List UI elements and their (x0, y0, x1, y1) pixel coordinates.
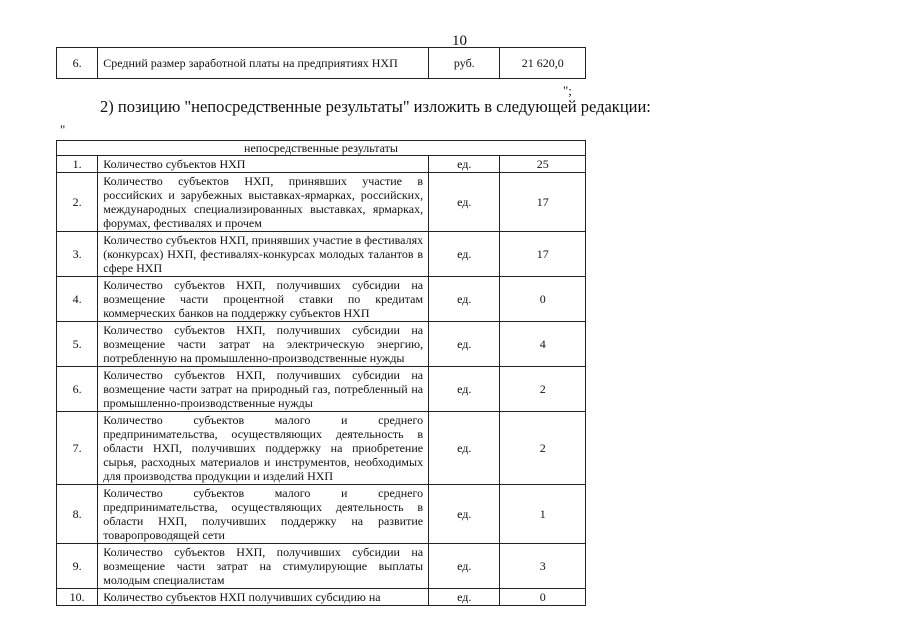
row-value: 3 (500, 544, 586, 589)
row-description: Количество субъектов НХП, получивших субсидии на возмещение части затрат на природный газ, потребленный на промышленно-производственные нужды (98, 367, 429, 412)
row-description: Количество субъектов НХП, получивших субсидии на возмещение части затрат на электрическую энергию, потребленную на промышленно-производственные нужды (98, 322, 429, 367)
row-number: 9. (57, 544, 98, 589)
row-number: 2. (57, 173, 98, 232)
row-description: Средний размер заработной платы на предприятиях НХП (98, 48, 429, 79)
row-value: 1 (500, 485, 586, 544)
instruction-paragraph: 2) позицию "непосредственные результаты" изложить в следующей редакции: (100, 97, 651, 116)
row-description: Количество субъектов НХП, получивших субсидии на возмещение части процентной ставки по кредитам коммерческих банков на поддержку субъектов НХП (98, 277, 429, 322)
table-row (57, 367, 586, 412)
row-description: Количество субъектов НХП получивших субсидию на (98, 589, 429, 606)
row-unit: ед. (429, 485, 500, 544)
row-unit: ед. (429, 173, 500, 232)
row-value: 2 (500, 367, 586, 412)
row-unit: ед. (429, 156, 500, 173)
row-unit: руб. (429, 48, 500, 79)
results-table (56, 140, 586, 606)
row-value: 17 (500, 232, 586, 277)
row-description: Количество субъектов малого и среднего предпринимательства, осуществляющих деятельность в области НХП, получивших поддержку на развитие товаропроводящей сети (98, 485, 429, 544)
row-value: 0 (500, 277, 586, 322)
row-number: 6. (57, 48, 98, 79)
table-row (57, 277, 586, 322)
previous-table-fragment (56, 47, 586, 79)
row-value: 21 620,0 (500, 48, 586, 79)
row-number: 6. (57, 367, 98, 412)
row-unit: ед. (429, 589, 500, 606)
table-row (57, 544, 586, 589)
row-number: 7. (57, 412, 98, 485)
row-description: Количество субъектов НХП, принявших участие в российских и зарубежных выставках-ярмарках, российских, международных специализированных выставках, ярмарках, форумах, фестивалях и прочем (98, 173, 429, 232)
row-description: Количество субъектов НХП, принявших участие в фестивалях (конкурсах) НХП, фестивалях-конкурсах молодых талантов в сфере НХП (98, 232, 429, 277)
row-number: 4. (57, 277, 98, 322)
row-number: 10. (57, 589, 98, 606)
table-row (57, 485, 586, 544)
row-unit: ед. (429, 412, 500, 485)
row-number: 8. (57, 485, 98, 544)
page-number: 10 (452, 33, 467, 49)
row-unit: ед. (429, 322, 500, 367)
row-unit: ед. (429, 367, 500, 412)
table-row (57, 173, 586, 232)
table-header-row (57, 141, 586, 156)
closing-quote: "; (563, 83, 572, 98)
row-unit: ед. (429, 277, 500, 322)
row-number: 5. (57, 322, 98, 367)
row-description: Количество субъектов НХП, получивших субсидии на возмещение части затрат на стимулирующие выплаты молодым специалистам (98, 544, 429, 589)
row-unit: ед. (429, 544, 500, 589)
table-row (57, 412, 586, 485)
table-header: непосредственные результаты (57, 141, 586, 156)
table-row (57, 232, 586, 277)
row-unit: ед. (429, 232, 500, 277)
row-value: 25 (500, 156, 586, 173)
row-value: 2 (500, 412, 586, 485)
row-number: 1. (57, 156, 98, 173)
row-value: 4 (500, 322, 586, 367)
table-row (57, 48, 586, 79)
row-number: 3. (57, 232, 98, 277)
row-value: 0 (500, 589, 586, 606)
table-row (57, 322, 586, 367)
row-value: 17 (500, 173, 586, 232)
table-row (57, 589, 586, 606)
opening-quote: " (60, 122, 66, 137)
row-description: Количество субъектов малого и среднего предпринимательства, осуществляющих деятельность в области НХП, получивших поддержку на приобретение сырья, расходных материалов и инструментов, необходимых для производства продукции и изделий НХП (98, 412, 429, 485)
table-row (57, 156, 586, 173)
row-description: Количество субъектов НХП (98, 156, 429, 173)
